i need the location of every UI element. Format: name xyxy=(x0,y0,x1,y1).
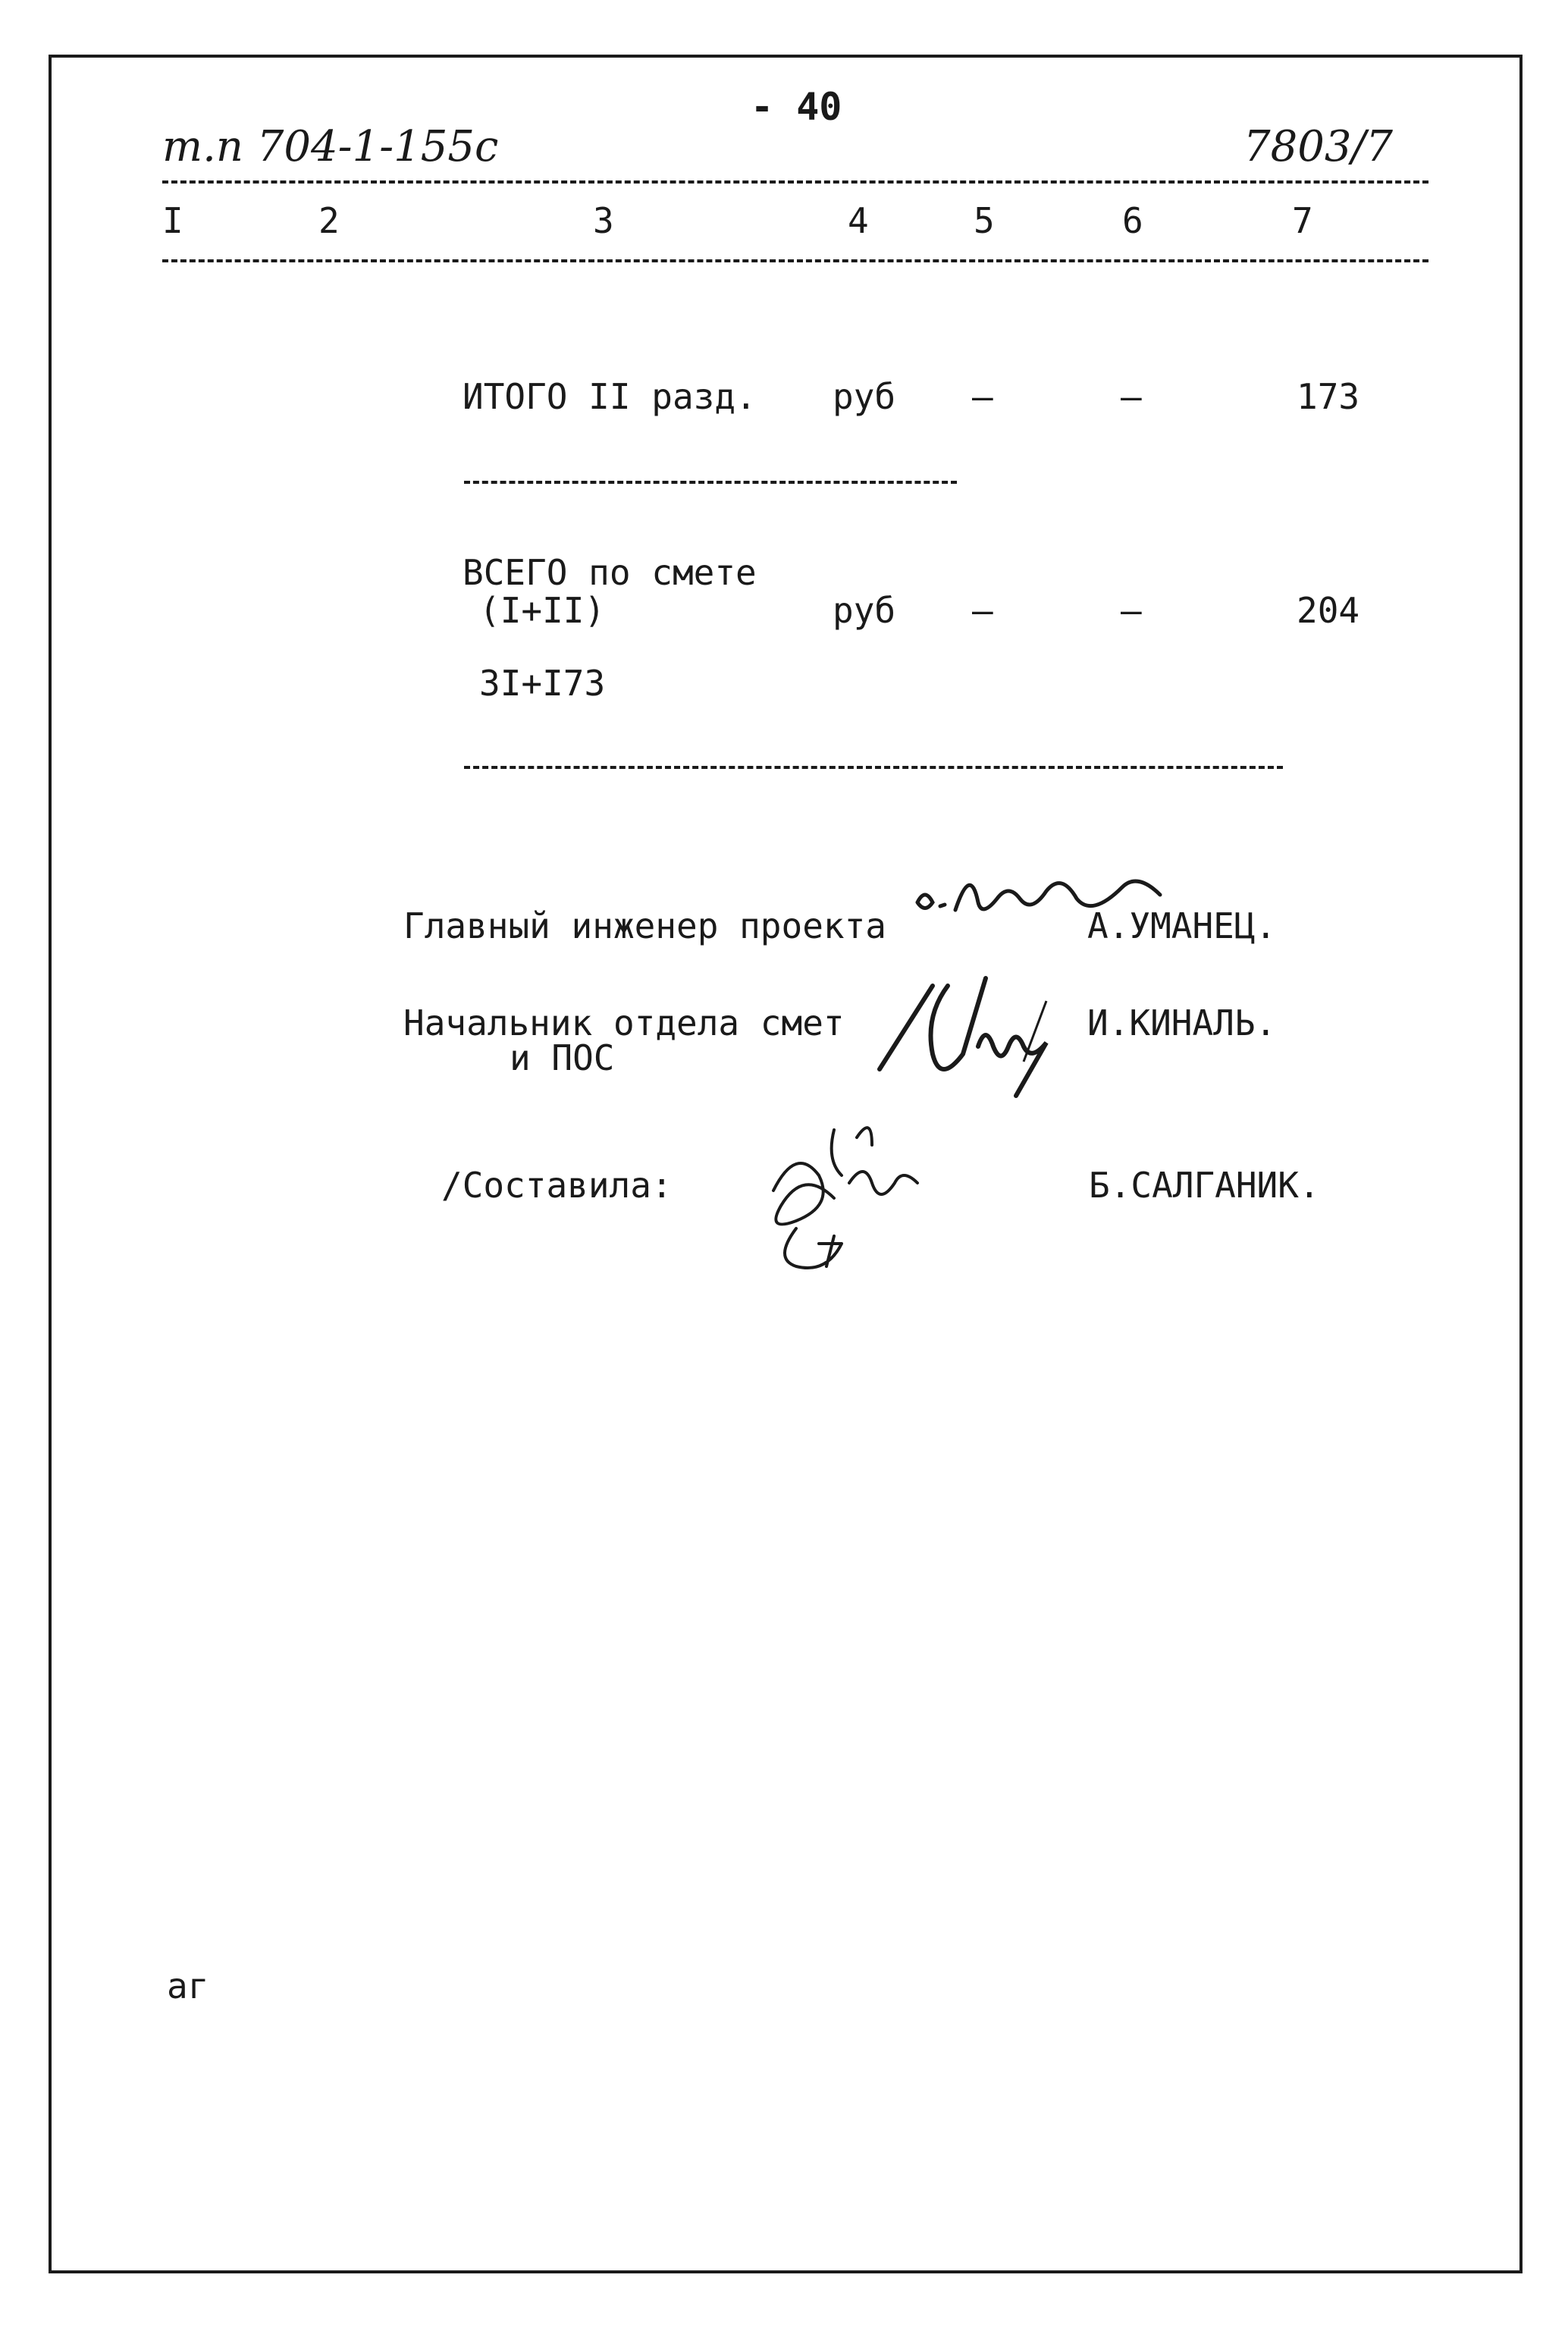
compiled-by-name: Б.САЛГАНИК. xyxy=(1089,1165,1320,1206)
row-total-section-label: ИТОГО II разд. xyxy=(463,376,757,417)
row-grand-total-col5: – xyxy=(972,590,993,631)
row-total-section-value: 173 xyxy=(1297,376,1360,417)
header-rule-bottom xyxy=(162,259,1428,262)
dept-head-name: И.КИНАЛЬ. xyxy=(1087,1002,1277,1043)
compiled-by-signature xyxy=(743,1107,986,1289)
dept-head-title-line2: и ПОС xyxy=(510,1037,615,1078)
chief-engineer-title: Главный инженер проекта xyxy=(403,905,886,946)
column-header-7: 7 xyxy=(1292,200,1313,241)
row-grand-total-label-line1: ВСЕГО по смете xyxy=(463,552,757,593)
doc-ref: 7803/7 xyxy=(1243,122,1394,171)
row-separator-1 xyxy=(464,481,957,484)
column-header-6: 6 xyxy=(1122,200,1143,241)
footer-initials: аг xyxy=(167,1966,209,2006)
row-separator-2 xyxy=(464,766,1283,769)
chief-engineer-name: А.УМАНЕЦ. xyxy=(1087,905,1277,946)
column-header-2: 2 xyxy=(318,200,340,241)
row-grand-total-formula: 3I+I73 xyxy=(479,663,606,704)
header-rule-top xyxy=(162,180,1428,184)
row-grand-total-col6: – xyxy=(1121,590,1142,631)
row-grand-total-unit: руб xyxy=(833,590,896,631)
compiled-by-title: /Составила: xyxy=(441,1165,673,1206)
column-header-4: 4 xyxy=(848,200,869,241)
dept-head-title-line1: Начальник отдела смет xyxy=(403,1002,845,1043)
row-total-section-unit: руб xyxy=(833,376,896,417)
column-header-5: 5 xyxy=(974,200,995,241)
row-grand-total-value: 204 xyxy=(1297,590,1360,631)
doc-code: т.п 704-1-155с xyxy=(162,122,499,171)
row-grand-total-label-line2: (I+II) xyxy=(479,590,606,631)
column-header-1: I xyxy=(162,200,183,241)
row-total-section-col5: – xyxy=(972,376,993,417)
row-total-section-col6: – xyxy=(1121,376,1142,417)
column-header-3: 3 xyxy=(593,200,614,241)
page-number: - 40 xyxy=(751,85,842,129)
dept-head-signature xyxy=(864,955,1092,1100)
